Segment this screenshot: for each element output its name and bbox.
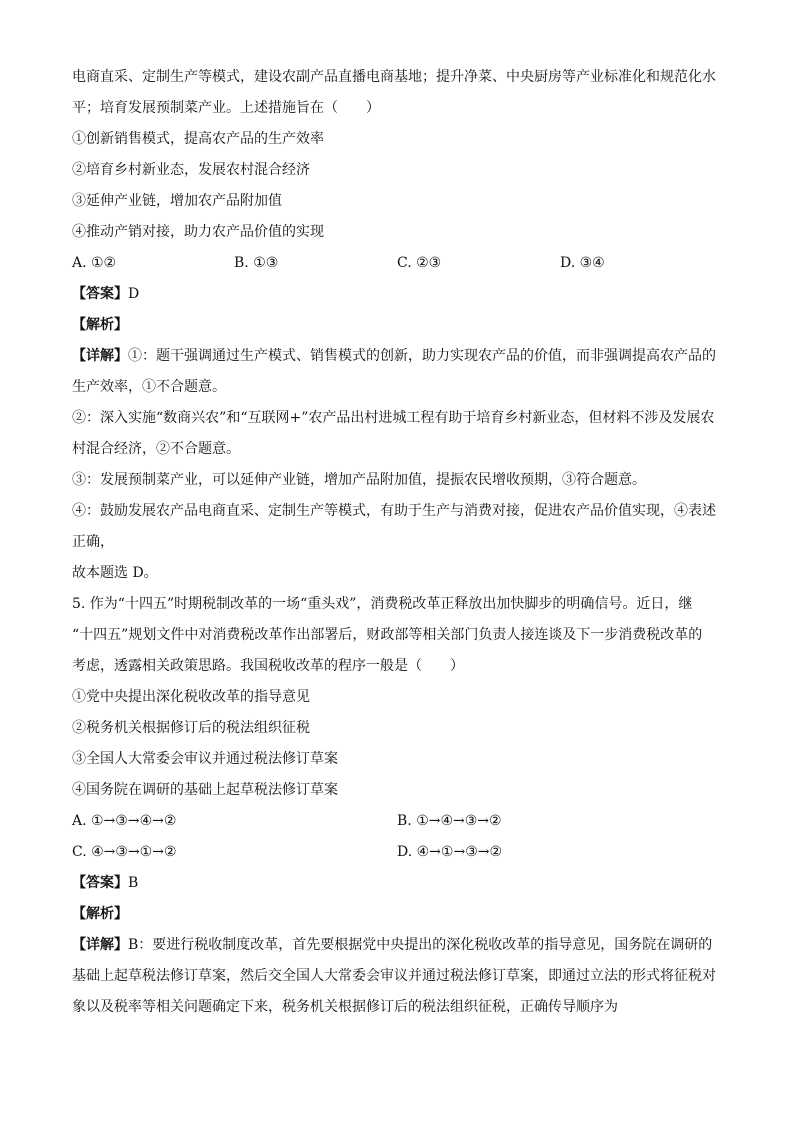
q5-item-2: ②税务机关根据修订后的税法组织征税 [72, 720, 310, 736]
q5-item-3: ③全国人大常委会审议并通过税法修订草案 [72, 751, 338, 767]
q4-detail-2-line-1: ②：深入实施“数商兴农”和“互联网+”农产品出村进城工程有助于培育乡村新业态，但材料不涉及发展农 [72, 410, 715, 426]
q4-item-3: ③延伸产业链，增加农产品附加值 [72, 193, 282, 209]
answer-tag: 【答案】 [72, 875, 128, 891]
q5-stem-line-1: 5. 作为“十四五”时期税制改革的一场“重头戏”，消费税改革正释放出加快脚步的明确信号。近日，继 [72, 596, 693, 612]
q4-detail-1-line-1 [72, 341, 727, 372]
q5-stem-line-2: “十四五”规划文件中对消费税改革作出部署后，财政部等相关部门负责人接连谈及下一步消费税改革的 [72, 627, 703, 643]
q5-detail-line-1 [72, 930, 727, 961]
q4-option-b: B. ①③ [234, 255, 279, 271]
q5-item-4: ④国务院在调研的基础上起草税法修订草案 [72, 782, 338, 798]
q5-item-1: ①党中央提出深化税收改革的指导意见 [72, 689, 310, 705]
q5-option-b: B. ①→④→③→② [397, 813, 502, 829]
q5-option-d: D. ④→①→③→② [397, 844, 503, 860]
answer-tag: 【答案】 [72, 286, 128, 302]
q4-option-c: C. ②③ [397, 255, 442, 271]
q4-detail-4-line-2: 正确， [72, 534, 114, 550]
document-page [72, 62, 727, 1023]
q4-option-d: D. ③④ [560, 255, 605, 271]
detail-tag: 【详解】 [72, 348, 128, 364]
q4-option-a: A. ①② [72, 255, 117, 271]
q5-option-a: A. ①→③→④→② [72, 813, 177, 829]
q5-option-c: C. ④→③→①→② [72, 844, 177, 860]
detail-text: B：要进行税收制度改革，首先要根据党中央提出的深化税收改革的指导意见，国务院在调研的 [128, 937, 713, 953]
q4-analysis-tag: 【解析】 [72, 317, 128, 333]
q5-options-row-1 [72, 806, 727, 837]
answer-value: B [128, 875, 139, 891]
q4-stem-line-2: 平；培育发展预制菜产业。上述措施旨在（ ） [72, 100, 380, 116]
detail-tag: 【详解】 [72, 937, 128, 953]
detail-text: ①：题干强调通过生产模式、销售模式的创新，助力实现农产品的价值，而非强调提高农产品的 [128, 348, 716, 364]
q4-detail-1-line-2: 生产效率，①不合题意。 [72, 379, 226, 395]
q5-options-row-2 [72, 837, 727, 868]
q5-detail-line-2: 基础上起草税法修订草案，然后交全国人大常委会审议并通过税法修订草案，即通过立法的形式将征税对 [72, 968, 716, 984]
q5-stem-line-3: 考虑，透露相关政策思路。我国税收改革的程序一般是（ ） [72, 658, 464, 674]
q4-conclusion: 故本题选 D。 [72, 565, 158, 581]
q4-stem-line-1: 电商直采、定制生产等模式，建设农副产品直播电商基地；提升净菜、中央厨房等产业标准化和规范化水 [72, 69, 716, 85]
q4-item-4: ④推动产销对接，助力农产品价值的实现 [72, 224, 324, 240]
q4-detail-4-line-1: ④：鼓励发展农产品电商直采、定制生产等模式，有助于生产与消费对接，促进农产品价值实现，④表述 [72, 503, 716, 519]
q4-detail-2-line-2: 村混合经济，②不合题意。 [72, 441, 240, 457]
q4-item-1: ①创新销售模式，提高农产品的生产效率 [72, 131, 324, 147]
q5-detail-line-3: 象以及税率等相关问题确定下来，税务机关根据修订后的税法组织征税，正确传导顺序为 [72, 999, 618, 1015]
q5-answer [72, 868, 727, 899]
q4-answer [72, 279, 727, 310]
q4-item-2: ②培育乡村新业态，发展农村混合经济 [72, 162, 310, 178]
q4-options [72, 248, 727, 279]
q4-detail-3: ③：发展预制菜产业，可以延伸产业链，增加产品附加值，提振农民增收预期，③符合题意。 [72, 472, 646, 488]
answer-value: D [128, 286, 140, 302]
q5-analysis-tag: 【解析】 [72, 906, 128, 922]
